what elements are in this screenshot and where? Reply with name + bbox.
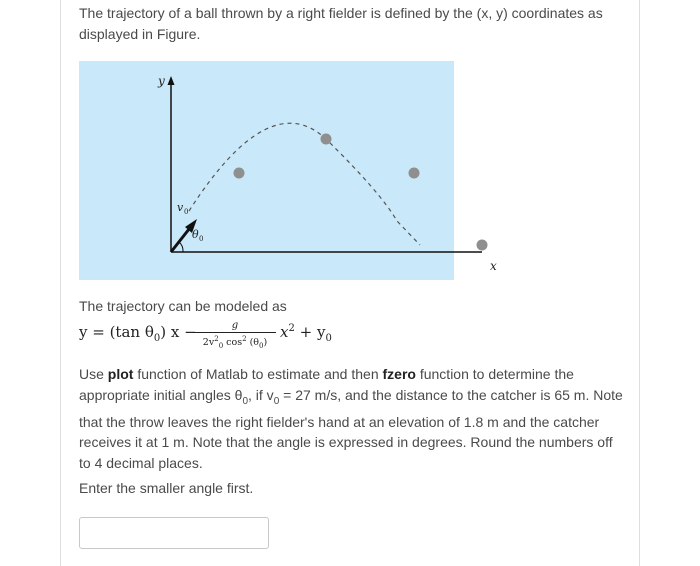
ball-1 bbox=[234, 168, 245, 179]
body-t1: Use bbox=[79, 366, 108, 382]
body-t4: , if v bbox=[248, 386, 274, 403]
y-axis-label: y bbox=[158, 74, 165, 88]
formula-denominator bbox=[192, 333, 278, 353]
formula-plus-y0: + y bbox=[299, 323, 326, 341]
fzero-keyword: fzero bbox=[382, 366, 416, 382]
answer-input[interactable] bbox=[79, 517, 269, 549]
trajectory-figure bbox=[79, 61, 497, 280]
theta-subscript: 0 bbox=[199, 235, 204, 243]
x-axis-label: x bbox=[490, 259, 497, 273]
body-theta-sub: 0 bbox=[242, 395, 249, 407]
formula-theta-sub: 0 bbox=[153, 333, 161, 344]
modeled-text: The trajectory can be modeled as bbox=[79, 298, 287, 314]
formula-fraction bbox=[192, 320, 278, 353]
body-t3: function to determine the appropriate initial angles θ bbox=[79, 366, 574, 403]
den-cos: cos bbox=[223, 337, 243, 349]
intro-text: The trajectory of a ball thrown by a right fielder is defined by the (x, y) coordinates as displayed in Figure. bbox=[79, 5, 603, 42]
trajectory-formula bbox=[79, 316, 479, 352]
y-axis-arrow bbox=[168, 76, 175, 85]
question-card bbox=[60, 0, 640, 566]
theta-label: θ bbox=[192, 228, 199, 241]
formula-numerator: g bbox=[231, 320, 239, 331]
den-paren: (θ bbox=[246, 337, 260, 349]
den-sub2: 0 bbox=[259, 342, 264, 351]
body-t2: function of Matlab to estimate and then bbox=[133, 366, 383, 382]
plot-keyword: plot bbox=[107, 366, 134, 382]
formula-x-sup: 2 bbox=[288, 323, 295, 334]
den-sup: 2 bbox=[214, 335, 219, 343]
den-close: ) bbox=[263, 337, 268, 349]
v0-subscript: 0 bbox=[184, 208, 189, 216]
formula-mid: ) x − bbox=[160, 323, 197, 341]
body-t5: = 27 m/s, and the distance to the catcher is 65 m. Note that the throw leaves the right fielder's hand at an elevation of 1.8 m and the catcher receives it at 1 m. Note that the angle is expressed in degrees. Round the numbers off to 4 decimal places. bbox=[79, 386, 623, 471]
den-2v: 2v bbox=[202, 337, 215, 349]
trajectory-path bbox=[189, 123, 420, 245]
formula-y0-sub: 0 bbox=[325, 333, 332, 344]
formula-x-term: x bbox=[280, 323, 289, 341]
instructions-text bbox=[79, 364, 624, 473]
ball-3 bbox=[409, 168, 420, 179]
ball-4 bbox=[477, 240, 488, 251]
body-v-sub: 0 bbox=[273, 395, 280, 407]
v0-label: v bbox=[177, 201, 184, 214]
enter-instruction: Enter the smaller angle first. bbox=[79, 480, 254, 496]
den-sup2: 2 bbox=[242, 335, 247, 343]
theta-arc bbox=[179, 242, 183, 252]
trajectory-diagram bbox=[79, 61, 497, 280]
formula-lhs: y = (tan θ bbox=[79, 323, 154, 341]
ball-2 bbox=[321, 134, 332, 145]
den-sub: 0 bbox=[218, 342, 224, 351]
